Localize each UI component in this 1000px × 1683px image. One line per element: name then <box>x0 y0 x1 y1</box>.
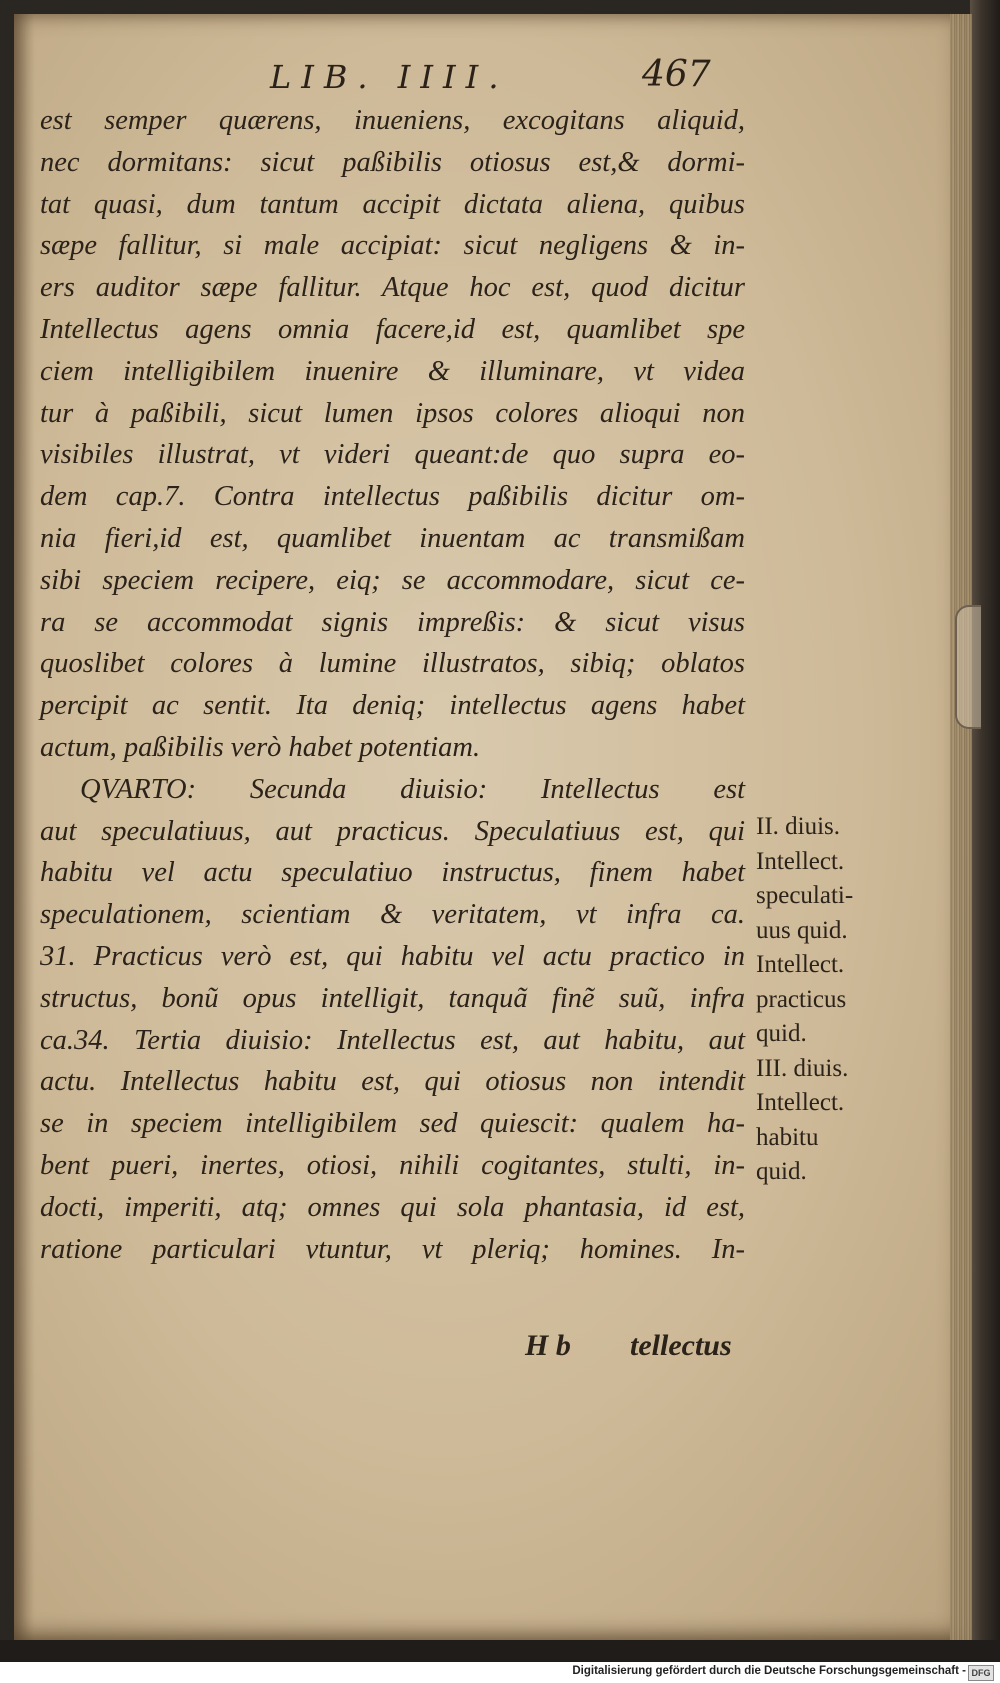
margin-note: Intellect. <box>756 847 845 875</box>
text-line: nia fieri,id est, quamlibet inuentam ac transmißam <box>40 522 745 554</box>
running-head: LIB. IIII. <box>270 58 509 96</box>
margin-note: habitu <box>756 1123 819 1151</box>
text-line: bent pueri, inertes, otiosi, nihili cogitantes, stulti, in- <box>40 1149 745 1181</box>
text-line: percipit ac sentit. Ita deniq; intellectus agens habet <box>40 690 745 722</box>
margin-note: speculati- <box>756 882 854 909</box>
text-line: QVARTO: Secunda diuisio: Intellectus est <box>80 773 745 805</box>
text-line: se in speciem intelligibilem sed quiescit: qualem ha- <box>40 1108 745 1140</box>
text-line: aut speculatiuus, aut practicus. Speculatiuus est, qui <box>40 815 745 847</box>
text-line: speculationem, scientiam & veritatem, vt infra ca. <box>40 899 745 931</box>
margin-note: quid. <box>756 1020 807 1047</box>
text-line: tur à paßibili, sicut lumen ipsos colores alioqui non <box>40 397 745 429</box>
signature-mark: H b <box>525 1329 571 1362</box>
margin-note: quid. <box>756 1158 807 1185</box>
text-line: visibiles illustrat, vt videri queant:de quo supra eo- <box>40 439 745 471</box>
page-edge <box>950 14 972 1642</box>
funding-credit: Digitalisierung gefördert durch die Deutsche Forschungsgemeinschaft - <box>572 1665 966 1677</box>
main-text <box>40 100 745 1270</box>
text-line: ers auditor sæpe fallitur. Atque hoc est, quod dicitur <box>40 272 745 304</box>
scanner-bed-left <box>0 0 14 1660</box>
text-line: ca.34. Tertia diuisio: Intellectus est, aut habitu, aut <box>40 1024 745 1056</box>
text-line: ciem intelligibilem inuenire & illuminare, vt videa <box>40 355 745 387</box>
page-number: 467 <box>642 54 711 95</box>
text-line: actum, paßibilis verò habet potentiam. <box>40 731 481 763</box>
dfg-logo-icon: DFG <box>968 1665 994 1681</box>
book-clip <box>955 605 981 729</box>
margin-note: III. diuis. <box>756 1054 849 1082</box>
margin-note: practicus <box>756 985 847 1013</box>
margin-note: Intellect. <box>756 1089 845 1116</box>
gutter-shadow <box>14 14 34 1642</box>
scanner-bed-right <box>970 0 1000 1660</box>
text-line: sibi speciem recipere, eiq; se accommodare, sicut ce- <box>40 564 745 596</box>
text-line: est semper quærens, inueniens, excogitans aliquid, <box>40 105 745 136</box>
text-line: actu. Intellectus habitu est, qui otiosus non intendit <box>40 1066 745 1098</box>
text-line: sæpe fallitur, si male accipiat: sicut negligens & in- <box>40 230 745 262</box>
margin-note: II. diuis. <box>756 813 841 840</box>
text-line: nec dormitans: sicut paßibilis otiosus est,& dormi- <box>40 146 745 178</box>
scanner-bed-top <box>0 0 1000 14</box>
text-line: ra se accommodat signis impreßis: & sicut visus <box>40 606 745 638</box>
text-line: 31. Practicus verò est, qui habitu vel actu practico in <box>40 940 745 972</box>
text-line: docti, imperiti, atq; omnes qui sola phantasia, id est, <box>40 1191 745 1223</box>
margin-note: Intellect. <box>756 951 845 978</box>
marginal-notes <box>756 810 896 1190</box>
text-line: quoslibet colores à lumine illustratos, sibiq; oblatos <box>40 648 745 680</box>
text-line: Intellectus agens omnia facere,id est, quamlibet spe <box>40 313 745 345</box>
text-line: habitu vel actu speculatiuo instructus, finem habet <box>40 857 745 889</box>
footer-bar <box>0 1662 1000 1683</box>
catchword: tellectus <box>630 1329 732 1362</box>
text-line: ratione particulari vtuntur, vt pleriq; homines. In- <box>40 1233 745 1265</box>
margin-note: uus quid. <box>756 916 848 944</box>
text-line: tat quasi, dum tantum accipit dictata aliena, quibus <box>40 188 745 220</box>
text-line: dem cap.7. Contra intellectus paßibilis dicitur om- <box>40 481 745 513</box>
text-line: structus, bonũ opus intelligit, tanquã finẽ suũ, infra <box>40 982 745 1014</box>
